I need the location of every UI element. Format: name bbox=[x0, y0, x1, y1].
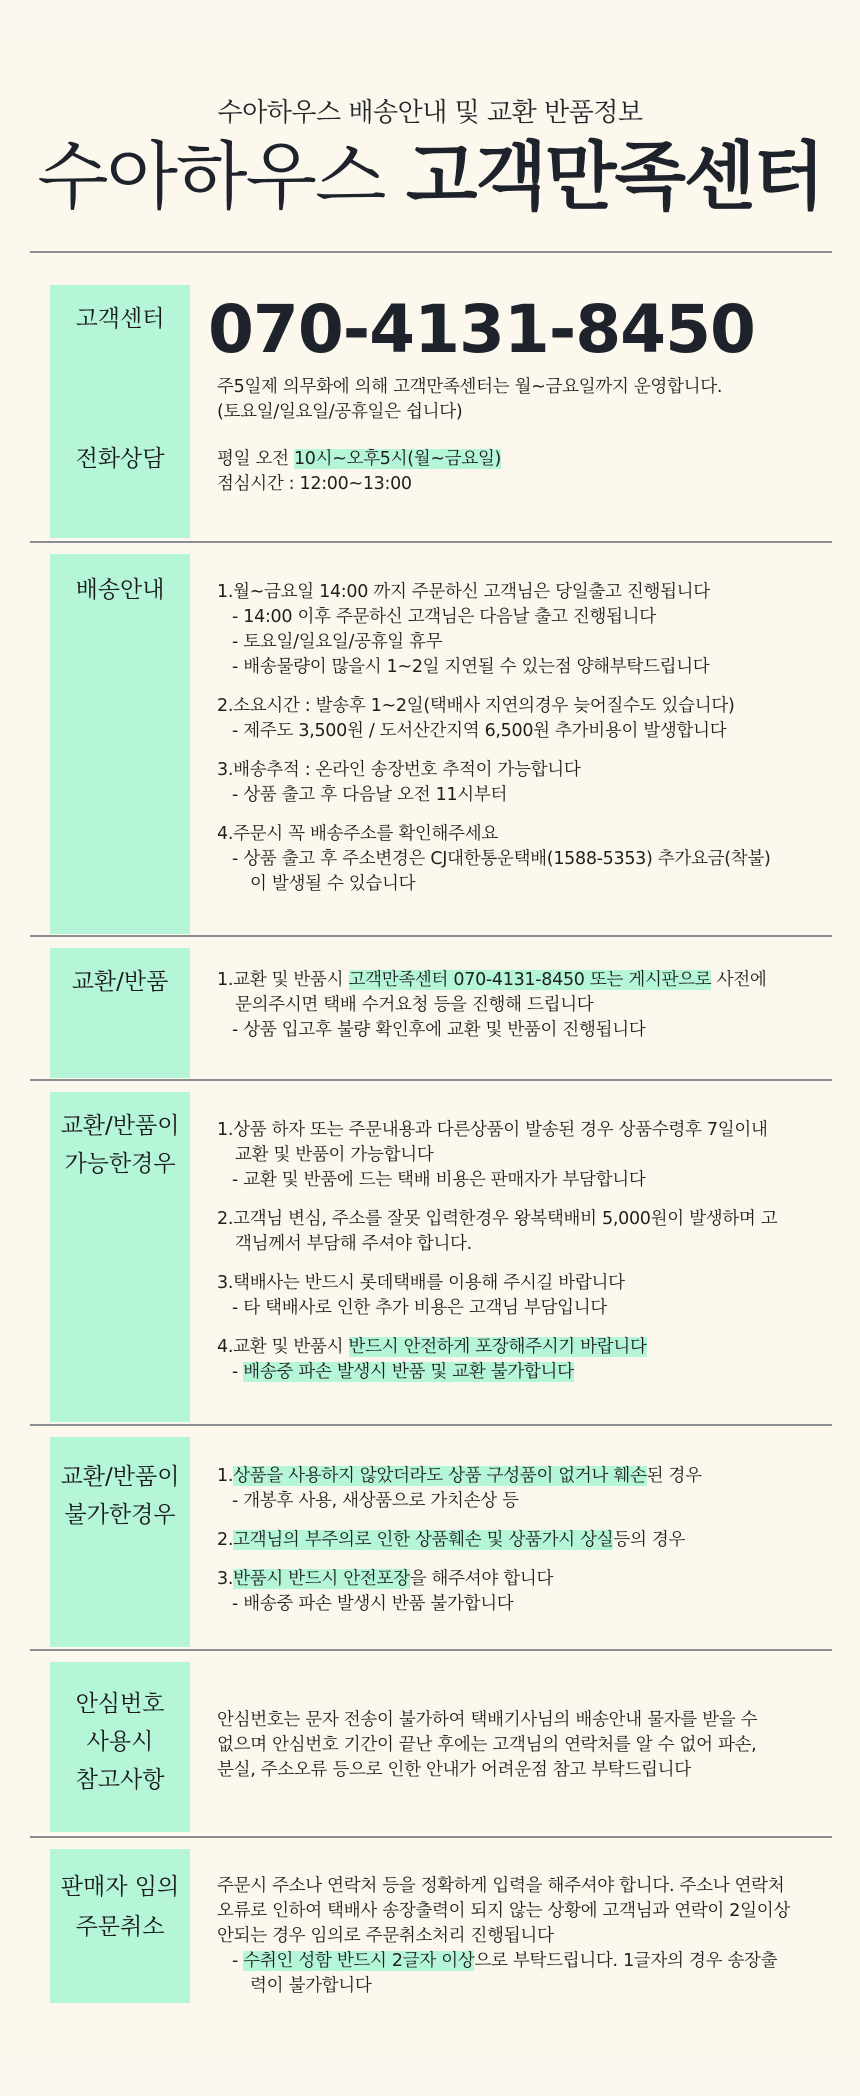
divider bbox=[30, 251, 832, 253]
cancel-suffix: 으로 부탁드립니다. 1글자의 경우 송장출 bbox=[474, 1951, 778, 1971]
hours-highlight: 10시~오후5시(월~금요일) bbox=[293, 449, 502, 469]
possible-line: 객님께서 부담해 주셔야 합니다. bbox=[235, 1234, 472, 1254]
label-impossible-1: 교환/반품이 bbox=[60, 1464, 180, 1490]
shipping-line: - 제주도 3,500원 / 도서산간지역 6,500원 추가비용이 발생합니다 bbox=[232, 721, 727, 741]
impossible-line: - 개봉후 사용, 새상품으로 가치손상 등 bbox=[232, 1491, 519, 1511]
shipping-line: 1.월~금요일 14:00 까지 주문하신 고객님은 당일출고 진행됩니다 bbox=[217, 582, 710, 602]
label-customer-center: 고객센터 bbox=[75, 306, 165, 332]
safe-number-line: 안심번호는 문자 전송이 불가하여 택배기사님의 배송안내 물자를 받을 수 bbox=[217, 1710, 758, 1730]
possible-content bbox=[217, 1118, 832, 1385]
divider bbox=[30, 541, 832, 543]
exchange-line bbox=[217, 968, 832, 993]
shipping-line: - 14:00 이후 주문하신 고객님은 다음날 출고 진행됩니다 bbox=[232, 607, 656, 627]
exchange-contact-highlight: 고객만족센터 070-4131-8450 또는 게시판으로 bbox=[348, 970, 712, 990]
contact-hours bbox=[217, 447, 832, 472]
shipping-line: - 배송물량이 많을시 1~2일 지연될 수 있는점 양해부탁드립니다 bbox=[232, 657, 710, 677]
impossible-label-column bbox=[50, 1437, 190, 1647]
possible-line: 1.상품 하자 또는 주문내용과 다른상품이 발송된 경우 상품수령후 7일이내 bbox=[217, 1120, 768, 1140]
possible-line: - 타 택배사로 인한 추가 비용은 고객님 부담입니다 bbox=[232, 1298, 607, 1318]
impossible-line: - 배송중 파손 발생시 반품 불가합니다 bbox=[232, 1594, 514, 1614]
page-title bbox=[0, 134, 860, 220]
exchange-label-column bbox=[50, 948, 190, 1078]
cancel-line bbox=[217, 1949, 832, 1974]
label-possible-1: 교환/반품이 bbox=[60, 1113, 180, 1139]
divider bbox=[30, 1424, 832, 1426]
contact-lunch: 점심시간 : 12:00~13:00 bbox=[217, 474, 412, 494]
bottom-strip bbox=[0, 2056, 860, 2096]
cancel-line: 안되는 경우 임의로 주문취소처리 진행됩니다 bbox=[217, 1926, 554, 1946]
contact-line: 주5일제 의무화에 의해 고객만족센터는 월~금요일까지 운영합니다. bbox=[217, 377, 723, 397]
impossible-suffix: 을 해주셔야 합니다 bbox=[409, 1569, 554, 1589]
cancel-highlight: 수취인 성함 반드시 2글자 이상 bbox=[243, 1951, 475, 1971]
impossible-highlight: 반품시 반드시 안전포장 bbox=[233, 1569, 410, 1589]
cancel-content bbox=[217, 1874, 832, 1999]
impossible-highlight: 고객님의 부주의로 인한 상품훼손 및 상품가시 상실 bbox=[233, 1530, 614, 1550]
divider bbox=[30, 935, 832, 937]
label-safe-number-3: 참고사항 bbox=[75, 1767, 165, 1793]
label-impossible-2: 불가한경우 bbox=[64, 1502, 176, 1528]
impossible-highlight: 상품을 사용하지 않았더라도 상품 구성품이 없거나 훼손 bbox=[233, 1466, 647, 1486]
possible-line bbox=[217, 1335, 832, 1360]
phone-number: 070-4131-8450 bbox=[208, 291, 755, 368]
title-center: 고객만족센터 bbox=[406, 134, 823, 220]
label-exchange: 교환/반품 bbox=[71, 969, 169, 995]
possible-dash: - bbox=[232, 1362, 244, 1382]
exchange-line: - 상품 입고후 불량 확인후에 교환 및 반품이 진행됩니다 bbox=[232, 1020, 646, 1040]
label-cancel-1: 판매자 임의 bbox=[60, 1874, 180, 1900]
cancel-dash: - bbox=[232, 1951, 244, 1971]
impossible-content bbox=[217, 1464, 832, 1617]
cancel-label-column bbox=[50, 1849, 190, 2003]
hours-prefix: 평일 오전 bbox=[217, 449, 294, 469]
shipping-line: 3.배송추적 : 온라인 송장번호 추적이 가능합니다 bbox=[217, 760, 581, 780]
possible-line: - 교환 및 반품에 드는 택배 비용은 판매자가 부담합니다 bbox=[232, 1170, 646, 1190]
impossible-prefix: 3. bbox=[217, 1569, 234, 1589]
shipping-line: 2.소요시간 : 발송후 1~2일(택배사 지연의경우 늦어질수도 있습니다) bbox=[217, 696, 735, 716]
contact-content bbox=[217, 375, 832, 497]
shipping-line: - 상품 출고 후 다음날 오전 11시부터 bbox=[232, 785, 508, 805]
impossible-suffix: 등의 경우 bbox=[613, 1530, 686, 1550]
divider bbox=[30, 1836, 832, 1838]
safe-number-content bbox=[217, 1708, 832, 1783]
possible-highlight: 배송중 파손 발생시 반품 및 교환 불가합니다 bbox=[243, 1362, 574, 1382]
divider bbox=[30, 1649, 832, 1651]
label-safe-number-1: 안심번호 bbox=[75, 1691, 165, 1717]
label-safe-number-2: 사용시 bbox=[86, 1729, 154, 1755]
possible-highlight: 반드시 안전하게 포장해주시기 바랍니다 bbox=[348, 1337, 647, 1357]
header bbox=[0, 92, 860, 218]
title-brand: 수아하우스 bbox=[37, 134, 407, 220]
exchange-suffix: 사전에 bbox=[711, 970, 767, 990]
contact-label-column bbox=[50, 285, 190, 538]
contact-line: (토요일/일요일/공휴일은 쉽니다) bbox=[217, 402, 463, 422]
safe-number-line: 분실, 주소오류 등으로 인한 안내가 어려운점 참고 부탁드립니다 bbox=[217, 1760, 691, 1780]
safe-number-label-column bbox=[50, 1662, 190, 1832]
exchange-line: 문의주시면 택배 수거요청 등을 진행해 드립니다 bbox=[235, 995, 594, 1015]
label-shipping: 배송안내 bbox=[75, 577, 165, 603]
impossible-prefix: 2. bbox=[217, 1530, 234, 1550]
impossible-line bbox=[217, 1528, 832, 1553]
shipping-line: - 상품 출고 후 주소변경은 CJ대한통운택배(1588-5353) 추가요금(착불) bbox=[232, 849, 771, 869]
possible-line: 2.고객님 변심, 주소를 잘못 입력한경우 왕복택배비 5,000원이 발생하며 고 bbox=[217, 1209, 778, 1229]
cancel-line: 주문시 주소나 연락처 등을 정확하게 입력을 해주셔야 합니다. 주소나 연락처 bbox=[217, 1876, 785, 1896]
impossible-line bbox=[217, 1464, 832, 1489]
exchange-prefix: 1.교환 및 반품시 bbox=[217, 970, 349, 990]
label-phone-consult: 전화상담 bbox=[75, 446, 165, 472]
shipping-label-column bbox=[50, 554, 190, 934]
shipping-line: 이 발생될 수 있습니다 bbox=[250, 874, 416, 894]
header-subtitle: 수아하우스 배송안내 및 교환 반품정보 bbox=[217, 98, 643, 128]
possible-line: 3.택배사는 반드시 롯데택배를 이용해 주시길 바랍니다 bbox=[217, 1273, 625, 1293]
exchange-content bbox=[217, 968, 832, 1043]
top-strip bbox=[0, 0, 860, 40]
impossible-prefix: 1. bbox=[217, 1466, 234, 1486]
possible-line: 교환 및 반품이 가능합니다 bbox=[235, 1145, 434, 1165]
cancel-line: 력이 불가합니다 bbox=[250, 1976, 372, 1996]
impossible-line bbox=[217, 1567, 832, 1592]
cancel-line: 오류로 인하여 택배사 송장출력이 되지 않는 상황에 고객님과 연락이 2일이상 bbox=[217, 1901, 790, 1921]
safe-number-line: 없으며 안심번호 기간이 끝난 후에는 고객님의 연락처를 알 수 없어 파손, bbox=[217, 1735, 757, 1755]
label-cancel-2: 주문취소 bbox=[75, 1914, 165, 1940]
shipping-line: 4.주문시 꼭 배송주소를 확인해주세요 bbox=[217, 824, 498, 844]
possible-label-column bbox=[50, 1092, 190, 1422]
impossible-suffix: 된 경우 bbox=[646, 1466, 702, 1486]
label-possible-2: 가능한경우 bbox=[64, 1151, 176, 1177]
divider bbox=[30, 1079, 832, 1081]
possible-line bbox=[217, 1360, 832, 1385]
shipping-content bbox=[217, 580, 832, 897]
possible-prefix: 4.교환 및 반품시 bbox=[217, 1337, 349, 1357]
shipping-line: - 토요일/일요일/공휴일 휴무 bbox=[232, 632, 443, 652]
